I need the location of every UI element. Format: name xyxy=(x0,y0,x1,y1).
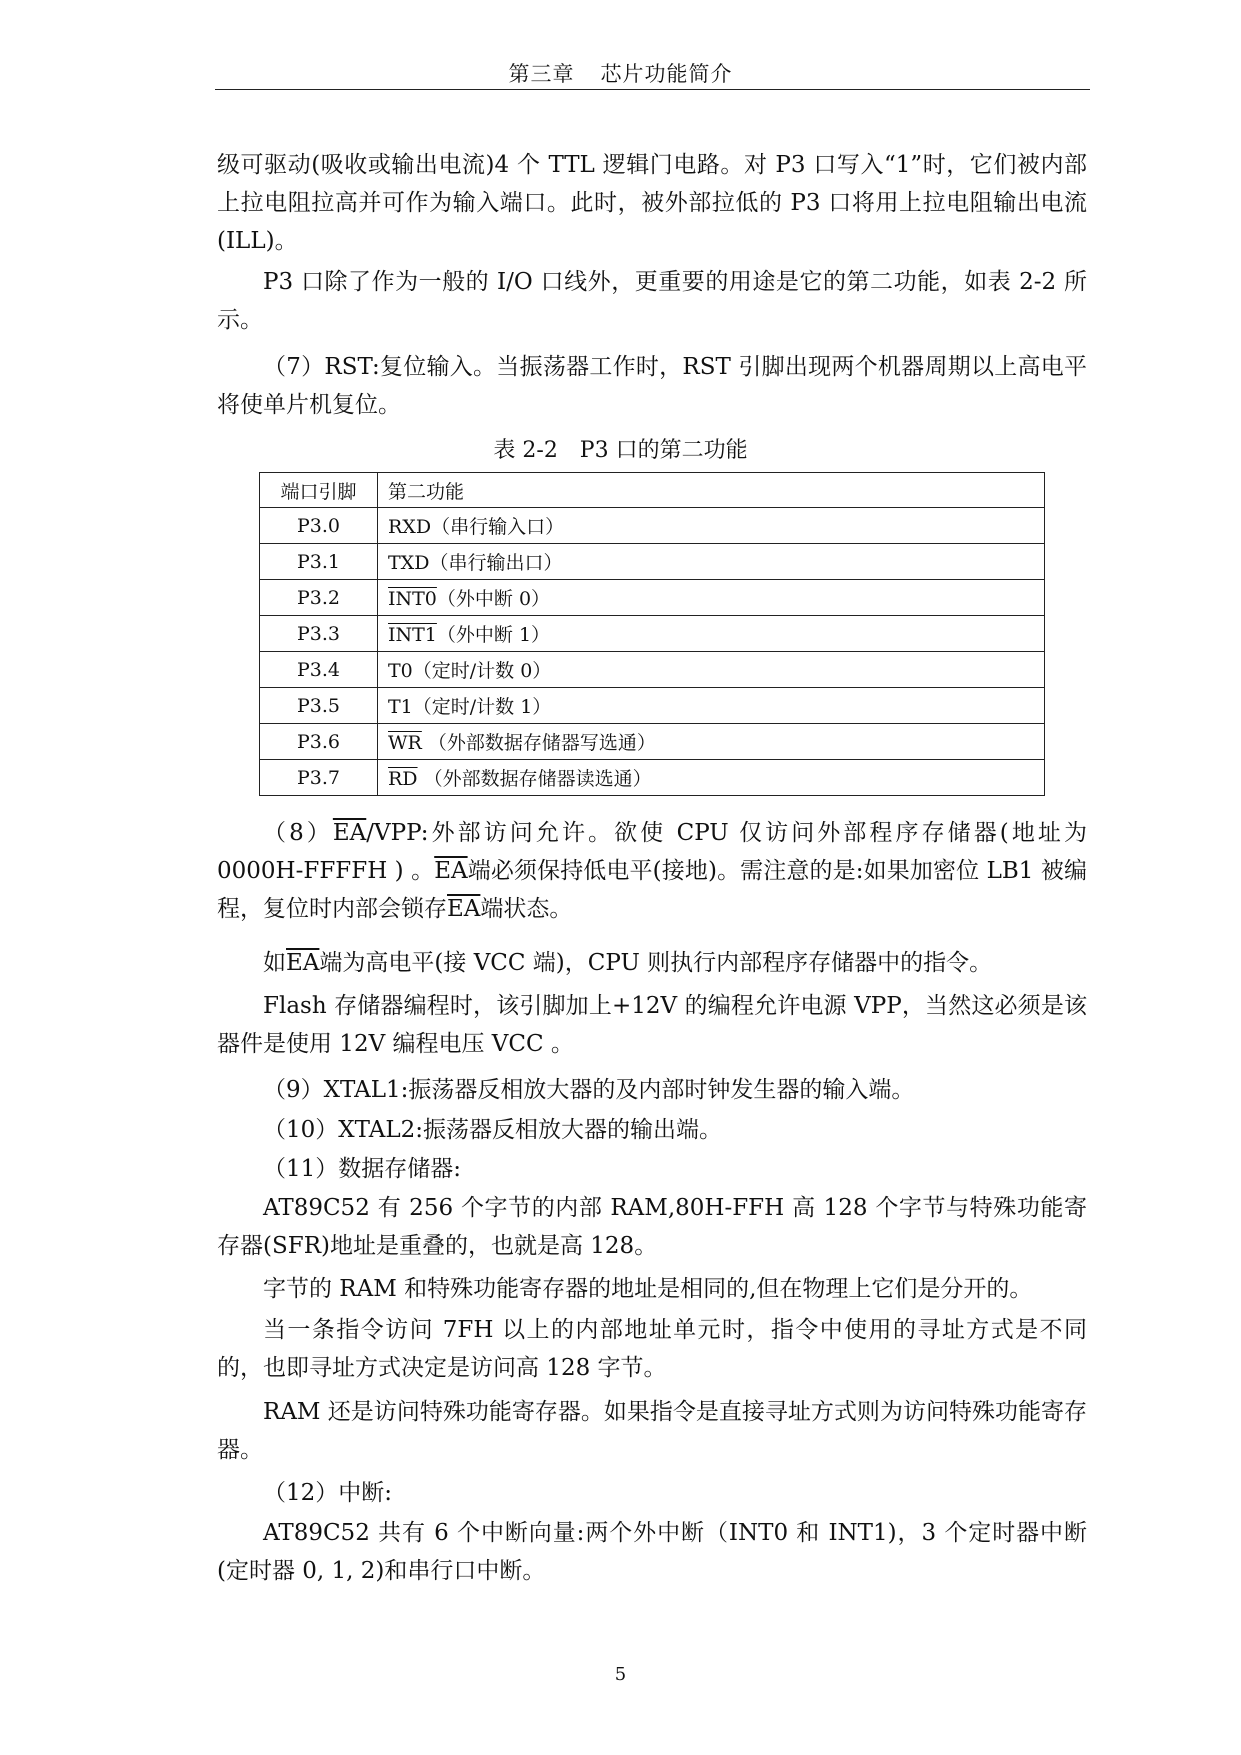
paragraph-ram-address: 字节的 RAM 和特殊功能寄存器的地址是相同的,但在物理上它们是分开的。 xyxy=(263,1276,1033,1302)
paragraph-xtal2: （10）XTAL2:振荡器反相放大器的输出端。 xyxy=(263,1117,722,1143)
signal-name: RXD xyxy=(388,516,432,538)
paragraph-interrupt: （12）中断: xyxy=(263,1480,393,1506)
paragraph-rst: （7）RST:复位输入。当振荡器工作时，RST 引脚出现两个机器周期以上高电平将使单片机复位。 xyxy=(217,354,1087,418)
function-cell xyxy=(378,616,1045,652)
chapter-title: 芯片功能简介 xyxy=(600,62,733,86)
signal-desc: （串行输入口） xyxy=(431,516,565,538)
table-row xyxy=(260,652,1045,688)
signal-name: $\overline{RD}$ xyxy=(388,768,418,790)
table-row xyxy=(260,724,1045,760)
paragraph-addressing: 当一条指令访问 7FH 以上的内部地址单元时，指令中使用的寻址方式是不同的，也即寻址方式决定是访问高 128 字节。 xyxy=(217,1317,1087,1381)
pin-cell: P3.6 xyxy=(260,724,378,760)
pin-cell: P3.5 xyxy=(260,688,378,724)
table-caption: 表 2-2 P3 口的第二功能 xyxy=(493,438,748,463)
table-row xyxy=(260,688,1045,724)
signal-desc: （外中断 0） xyxy=(436,588,551,610)
function-cell xyxy=(378,760,1045,796)
pin-cell: P3.2 xyxy=(260,580,378,616)
page-number: 5 xyxy=(614,1664,627,1685)
paragraph-xtal1: （9）XTAL1:振荡器反相放大器的及内部时钟发生器的输入端。 xyxy=(263,1077,915,1103)
paragraph-data-memory: （11）数据存储器: xyxy=(263,1156,462,1182)
signal-desc: （外中断 1） xyxy=(436,624,551,646)
function-cell xyxy=(378,580,1045,616)
paragraph-p3-second-function: P3 口除了作为一般的 I/O 口线外，更重要的用途是它的第二功能，如表 2-2 所示。 xyxy=(217,269,1087,333)
paragraph-flash: Flash 存储器编程时，该引脚加上+12V 的编程允许电源 VPP，当然这必须是该器件是使用 12V 编程电压 VCC 。 xyxy=(217,993,1087,1057)
paragraph-ea-high: 如$\overline{EA}$端为高电平(接 VCC 端)，CPU 则执行内部程序存储器中的指令。 xyxy=(263,950,993,976)
signal-name: $\overline{WR}$ xyxy=(388,732,422,754)
table-row xyxy=(260,508,1045,544)
header-pin: 端口引脚 xyxy=(260,473,378,508)
function-cell xyxy=(378,544,1045,580)
table-row xyxy=(260,544,1045,580)
signal-name: T1 xyxy=(388,696,413,718)
signal-name: INT1 xyxy=(388,624,437,646)
function-cell xyxy=(378,724,1045,760)
signal-desc: （定时/计数 0） xyxy=(412,660,552,682)
pin-cell: P3.3 xyxy=(260,616,378,652)
paragraph-ea-vpp: $(8)\overline{EA}$/VPP:外部访问允许。欲使 CPU 仅访问外部程序存储器(地址为 0000H-FFFFH ) 。$\overline{EA}$端必须保持低电平(接地)。需注意的是:如果加密位 LB1 被编程，复位时内部会锁存$\overline{EA}$端状态。 xyxy=(217,820,1087,922)
ea-signal: $\overline{EA}$ xyxy=(434,858,468,884)
function-cell xyxy=(378,652,1045,688)
ea-signal: $\overline{EA}$ xyxy=(332,820,367,846)
p3-function-table xyxy=(259,472,1045,796)
header-rule xyxy=(215,89,1090,90)
paragraph-sfr: RAM 还是访问特殊功能寄存器。如果指令是直接寻址方式则为访问特殊功能寄存器。 xyxy=(217,1399,1087,1463)
page-header xyxy=(0,58,1241,88)
pin-cell: P3.1 xyxy=(260,544,378,580)
paragraph-ram: AT89C52 有 256 个字节的内部 RAM,80H-FFH 高 128 个字节与特殊功能寄存器(SFR)地址是重叠的，也就是高 128。 xyxy=(217,1195,1087,1259)
ea-signal: $\overline{EA}$ xyxy=(286,950,320,976)
signal-name: INT0 xyxy=(388,588,437,610)
table-row xyxy=(260,616,1045,652)
table-header-row xyxy=(260,473,1045,508)
table-row xyxy=(260,760,1045,796)
function-cell xyxy=(378,508,1045,544)
signal-desc: （外部数据存储器读选通） xyxy=(417,768,652,790)
function-cell xyxy=(378,688,1045,724)
ea-signal: $\overline{EA}$ xyxy=(447,896,481,922)
table-row xyxy=(260,580,1045,616)
pin-cell: P3.7 xyxy=(260,760,378,796)
pin-cell: P3.4 xyxy=(260,652,378,688)
paragraph-p3-drive: 级可驱动(吸收或输出电流)4 个 TTL 逻辑门电路。对 P3 口写入“1”时，它们被内部上拉电阻拉高并可作为输入端口。此时，被外部拉低的 P3 口将用上拉电阻输出电流(ILL)。 xyxy=(217,152,1087,254)
chapter-label: 第三章 xyxy=(508,62,575,86)
paragraph-interrupt-vectors: AT89C52 共有 6 个中断向量:两个外中断（INT0 和 INT1)，3 个定时器中断(定时器 0, 1, 2)和串行口中断。 xyxy=(217,1520,1087,1584)
header-function: 第二功能 xyxy=(378,473,1045,508)
signal-desc: （外部数据存储器写选通） xyxy=(421,732,656,754)
signal-desc: （串行输出口） xyxy=(429,552,563,574)
pin-cell: P3.0 xyxy=(260,508,378,544)
signal-name: T0 xyxy=(388,660,413,682)
signal-desc: （定时/计数 1） xyxy=(412,696,552,718)
signal-name: TXD xyxy=(388,552,430,574)
